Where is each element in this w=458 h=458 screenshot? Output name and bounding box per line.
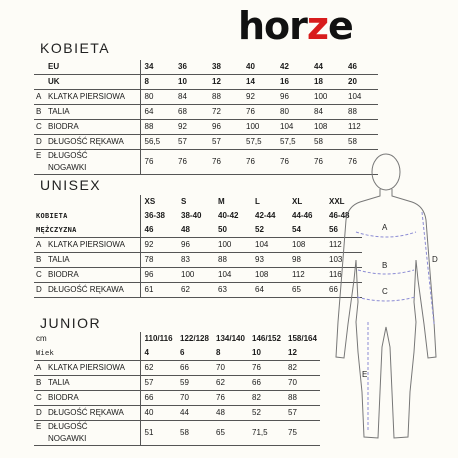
measurement-name: DŁUGOŚĆ [48, 151, 88, 160]
measurement-name: KLATKA PIERSIOWA [48, 363, 125, 372]
size-header: S [181, 197, 187, 206]
table-row [34, 120, 378, 135]
table-cell: 50 [214, 223, 251, 238]
table-cell: 82 [284, 361, 320, 376]
table-cell: 88 [214, 253, 251, 268]
table-cell: 76 [242, 150, 276, 175]
measurement-letter: D [36, 285, 42, 294]
table-cell: 64 [251, 283, 288, 298]
table-cell: 4 [140, 346, 176, 361]
size-header: XL [292, 197, 303, 206]
table-cell: 108 [310, 120, 344, 135]
table-cell: 104 [276, 120, 310, 135]
table-row [34, 391, 320, 406]
row-label [34, 421, 140, 446]
measurement-letter: E [36, 151, 42, 160]
measurement-letter: C [36, 122, 42, 131]
measurement-letter: D [36, 137, 42, 146]
measurement-name: BIODRA [48, 122, 79, 131]
table-cell: 42 [276, 60, 310, 75]
row-label: KOBIETA [34, 209, 140, 223]
table-row [34, 346, 320, 361]
table-cell: 104 [251, 238, 288, 253]
table-cell: 104 [214, 268, 251, 283]
table-row [34, 253, 362, 268]
table-cell: 116 [325, 268, 362, 283]
figure-label-d: D [432, 255, 438, 264]
table-cell: 52 [248, 406, 284, 421]
table-row [34, 75, 378, 90]
logo-text: horze [238, 4, 353, 48]
table-cell: 76 [140, 150, 174, 175]
table-cell: 59 [176, 376, 212, 391]
table-cell: 36 [174, 60, 208, 75]
table-cell: 100 [214, 238, 251, 253]
figure-label-e: E [362, 370, 368, 379]
table-cell: 80 [276, 105, 310, 120]
table-cell: 62 [177, 283, 214, 298]
table-cell: 100 [242, 120, 276, 135]
measurement-name: DŁUGOŚĆ RĘKAWA [48, 408, 124, 417]
table-cell: 44 [176, 406, 212, 421]
table-cell: 78 [140, 253, 177, 268]
table-cell: 20 [344, 75, 378, 90]
table-cell: 64 [140, 105, 174, 120]
row-label [34, 238, 140, 253]
table-cell: 8 [140, 75, 174, 90]
table-cell: 61 [140, 283, 177, 298]
table-cell: 112 [288, 268, 325, 283]
table-cell: 38-40 [181, 211, 202, 220]
table-cell: 112 [344, 120, 378, 135]
table-row [34, 105, 378, 120]
waist-measure-line [358, 270, 414, 274]
size-header: 134/140 [216, 334, 245, 343]
table-cell: 57,5 [276, 135, 310, 150]
figure-label-c: C [382, 287, 388, 296]
size-header: 146/152 [252, 334, 281, 343]
table-cell: 84 [174, 90, 208, 105]
table-cell: 98 [288, 253, 325, 268]
measurement-letter: D [36, 408, 42, 417]
table-cell: 14 [242, 75, 276, 90]
table-cell: 18 [310, 75, 344, 90]
table-cell: 8 [212, 346, 248, 361]
size-header: XS [144, 197, 156, 206]
section-title-unisex: UNISEX [40, 177, 102, 193]
measurement-name: UK [48, 77, 60, 86]
table-cell: 76 [276, 150, 310, 175]
measurement-name: TALIA [48, 107, 70, 116]
table-cell: 112 [325, 238, 362, 253]
horze-logo [238, 4, 388, 50]
table-cell: 10 [174, 75, 208, 90]
row-label [34, 135, 140, 150]
table-cell: 100 [177, 268, 214, 283]
table-cell: 57 [208, 135, 242, 150]
row-label [34, 75, 140, 90]
row-label [34, 391, 140, 406]
table-cell: 34 [140, 60, 174, 75]
table-cell: 62 [140, 361, 176, 376]
row-label [34, 120, 140, 135]
row-label [34, 283, 140, 298]
table-cell: 62 [212, 376, 248, 391]
chest-measure-line [356, 232, 416, 237]
measurement-letter: B [36, 107, 42, 116]
table-cell: 88 [284, 391, 320, 406]
row-label: Wiek [34, 346, 140, 361]
row-label [34, 105, 140, 120]
body-measurement-figure [322, 152, 442, 452]
table-row [34, 376, 320, 391]
table-cell: 6 [176, 346, 212, 361]
figure-head [372, 154, 400, 190]
table-cell: 76 [174, 150, 208, 175]
table-cell: 96 [177, 238, 214, 253]
table-cell: 96 [140, 268, 177, 283]
measurement-name: KLATKA PIERSIOWA [48, 92, 125, 101]
row-label [34, 406, 140, 421]
table-cell: 52 [251, 223, 288, 238]
measurement-letter: E [36, 422, 42, 431]
measurement-name: DŁUGOŚĆ RĘKAWA [48, 137, 124, 146]
unisex-size-table [34, 195, 362, 298]
measurement-name: KLATKA PIERSIOWA [48, 240, 125, 249]
table-cell: 46 [344, 60, 378, 75]
table-cell: 96 [276, 90, 310, 105]
table-cell: 72 [208, 105, 242, 120]
table-cell: 46-48 [329, 211, 350, 220]
row-label [34, 195, 140, 209]
table-cell: 75 [284, 421, 320, 446]
table-cell: 83 [177, 253, 214, 268]
hip-measure-line [357, 297, 415, 301]
row-label: MĘŻCZYZNA [34, 223, 140, 238]
table-cell: 82 [248, 391, 284, 406]
sleeve-measure-line [422, 212, 434, 324]
table-cell: 40-42 [218, 211, 239, 220]
size-header: 158/164 [288, 334, 317, 343]
table-row [34, 332, 320, 346]
row-label [34, 90, 140, 105]
table-cell: 108 [288, 238, 325, 253]
table-cell: 51 [140, 421, 176, 446]
table-cell: 76 [212, 391, 248, 406]
section-title-kobieta: KOBIETA [40, 40, 111, 56]
table-cell: 70 [176, 391, 212, 406]
table-cell: 46 [140, 223, 177, 238]
table-cell: 92 [140, 238, 177, 253]
table-cell: 88 [140, 120, 174, 135]
table-cell: 66 [140, 391, 176, 406]
size-header: XXL [329, 197, 345, 206]
table-cell: 58 [344, 135, 378, 150]
table-cell: 84 [310, 105, 344, 120]
measurement-name: DŁUGOŚĆ [48, 422, 88, 431]
table-cell: 44-46 [292, 211, 313, 220]
table-cell: 58 [310, 135, 344, 150]
table-row [34, 268, 362, 283]
measurement-name-line2: NOGAWKI [48, 434, 87, 443]
table-row [34, 421, 320, 446]
row-label [34, 376, 140, 391]
size-header: 122/128 [180, 334, 209, 343]
table-row [34, 361, 320, 376]
table-cell: 92 [242, 90, 276, 105]
table-cell: 108 [251, 268, 288, 283]
table-cell: 92 [174, 120, 208, 135]
table-row [34, 406, 320, 421]
measurement-name-line2: NOGAWKI [48, 163, 87, 172]
table-cell: 66 [325, 283, 362, 298]
table-cell: 76 [310, 150, 344, 175]
junior-size-table [34, 332, 320, 446]
table-cell: 12 [208, 75, 242, 90]
table-cell: 40 [242, 60, 276, 75]
measurement-letter: C [36, 393, 42, 402]
measurement-letter: A [36, 363, 42, 372]
table-cell: 12 [284, 346, 320, 361]
table-row [34, 223, 362, 238]
size-header: 110/116 [144, 334, 173, 343]
table-cell: 57 [174, 135, 208, 150]
table-cell: 48 [212, 406, 248, 421]
measurement-name: DŁUGOŚĆ RĘKAWA [48, 285, 124, 294]
row-label [34, 268, 140, 283]
row-label [34, 253, 140, 268]
measurement-letter: B [36, 255, 42, 264]
table-cell: 100 [310, 90, 344, 105]
table-cell: 42-44 [255, 211, 276, 220]
table-cell: 44 [310, 60, 344, 75]
table-row [34, 283, 362, 298]
measurement-name: EU [48, 62, 60, 71]
measurement-name: BIODRA [48, 270, 79, 279]
table-cell: 66 [248, 376, 284, 391]
table-cell: 65 [212, 421, 248, 446]
table-cell: 104 [344, 90, 378, 105]
figure-label-b: B [382, 261, 388, 270]
table-row [34, 135, 378, 150]
table-cell: 80 [140, 90, 174, 105]
table-cell: 36-38 [144, 211, 165, 220]
table-cell: 56 [325, 223, 362, 238]
table-cell: 71,5 [248, 421, 284, 446]
table-cell: 56,5 [140, 135, 174, 150]
table-cell: 48 [177, 223, 214, 238]
table-row [34, 209, 362, 223]
table-cell: 57 [140, 376, 176, 391]
measurement-name: TALIA [48, 378, 70, 387]
measurement-letter: A [36, 92, 42, 101]
table-cell: 63 [214, 283, 251, 298]
table-row [34, 238, 362, 253]
table-cell: 10 [248, 346, 284, 361]
table-cell: 57,5 [242, 135, 276, 150]
row-label: cm [34, 332, 140, 346]
table-cell: 103 [325, 253, 362, 268]
table-cell: 54 [288, 223, 325, 238]
row-label [34, 150, 140, 175]
measurement-letter: C [36, 270, 42, 279]
table-cell: 70 [212, 361, 248, 376]
table-cell: 58 [176, 421, 212, 446]
table-cell: 96 [208, 120, 242, 135]
table-cell: 76 [208, 150, 242, 175]
measurement-name: BIODRA [48, 393, 79, 402]
table-cell: 88 [208, 90, 242, 105]
measurement-letter: A [36, 240, 42, 249]
table-cell: 76 [344, 150, 378, 175]
row-label [34, 60, 140, 75]
measurement-name: TALIA [48, 255, 70, 264]
table-cell: 16 [276, 75, 310, 90]
table-cell: 93 [251, 253, 288, 268]
table-row [34, 90, 378, 105]
table-cell: 57 [284, 406, 320, 421]
table-cell: 66 [176, 361, 212, 376]
table-cell: 68 [174, 105, 208, 120]
table-cell: 76 [242, 105, 276, 120]
table-cell: 65 [288, 283, 325, 298]
table-row [34, 60, 378, 75]
table-cell: 88 [344, 105, 378, 120]
table-row [34, 195, 362, 209]
figure-label-a: A [382, 223, 388, 232]
table-cell: 40 [140, 406, 176, 421]
size-header: L [255, 197, 260, 206]
measurement-letter: B [36, 378, 42, 387]
row-label [34, 361, 140, 376]
table-cell: 76 [248, 361, 284, 376]
size-header: M [218, 197, 225, 206]
table-cell: 70 [284, 376, 320, 391]
table-cell: 38 [208, 60, 242, 75]
section-title-junior: JUNIOR [40, 315, 102, 331]
